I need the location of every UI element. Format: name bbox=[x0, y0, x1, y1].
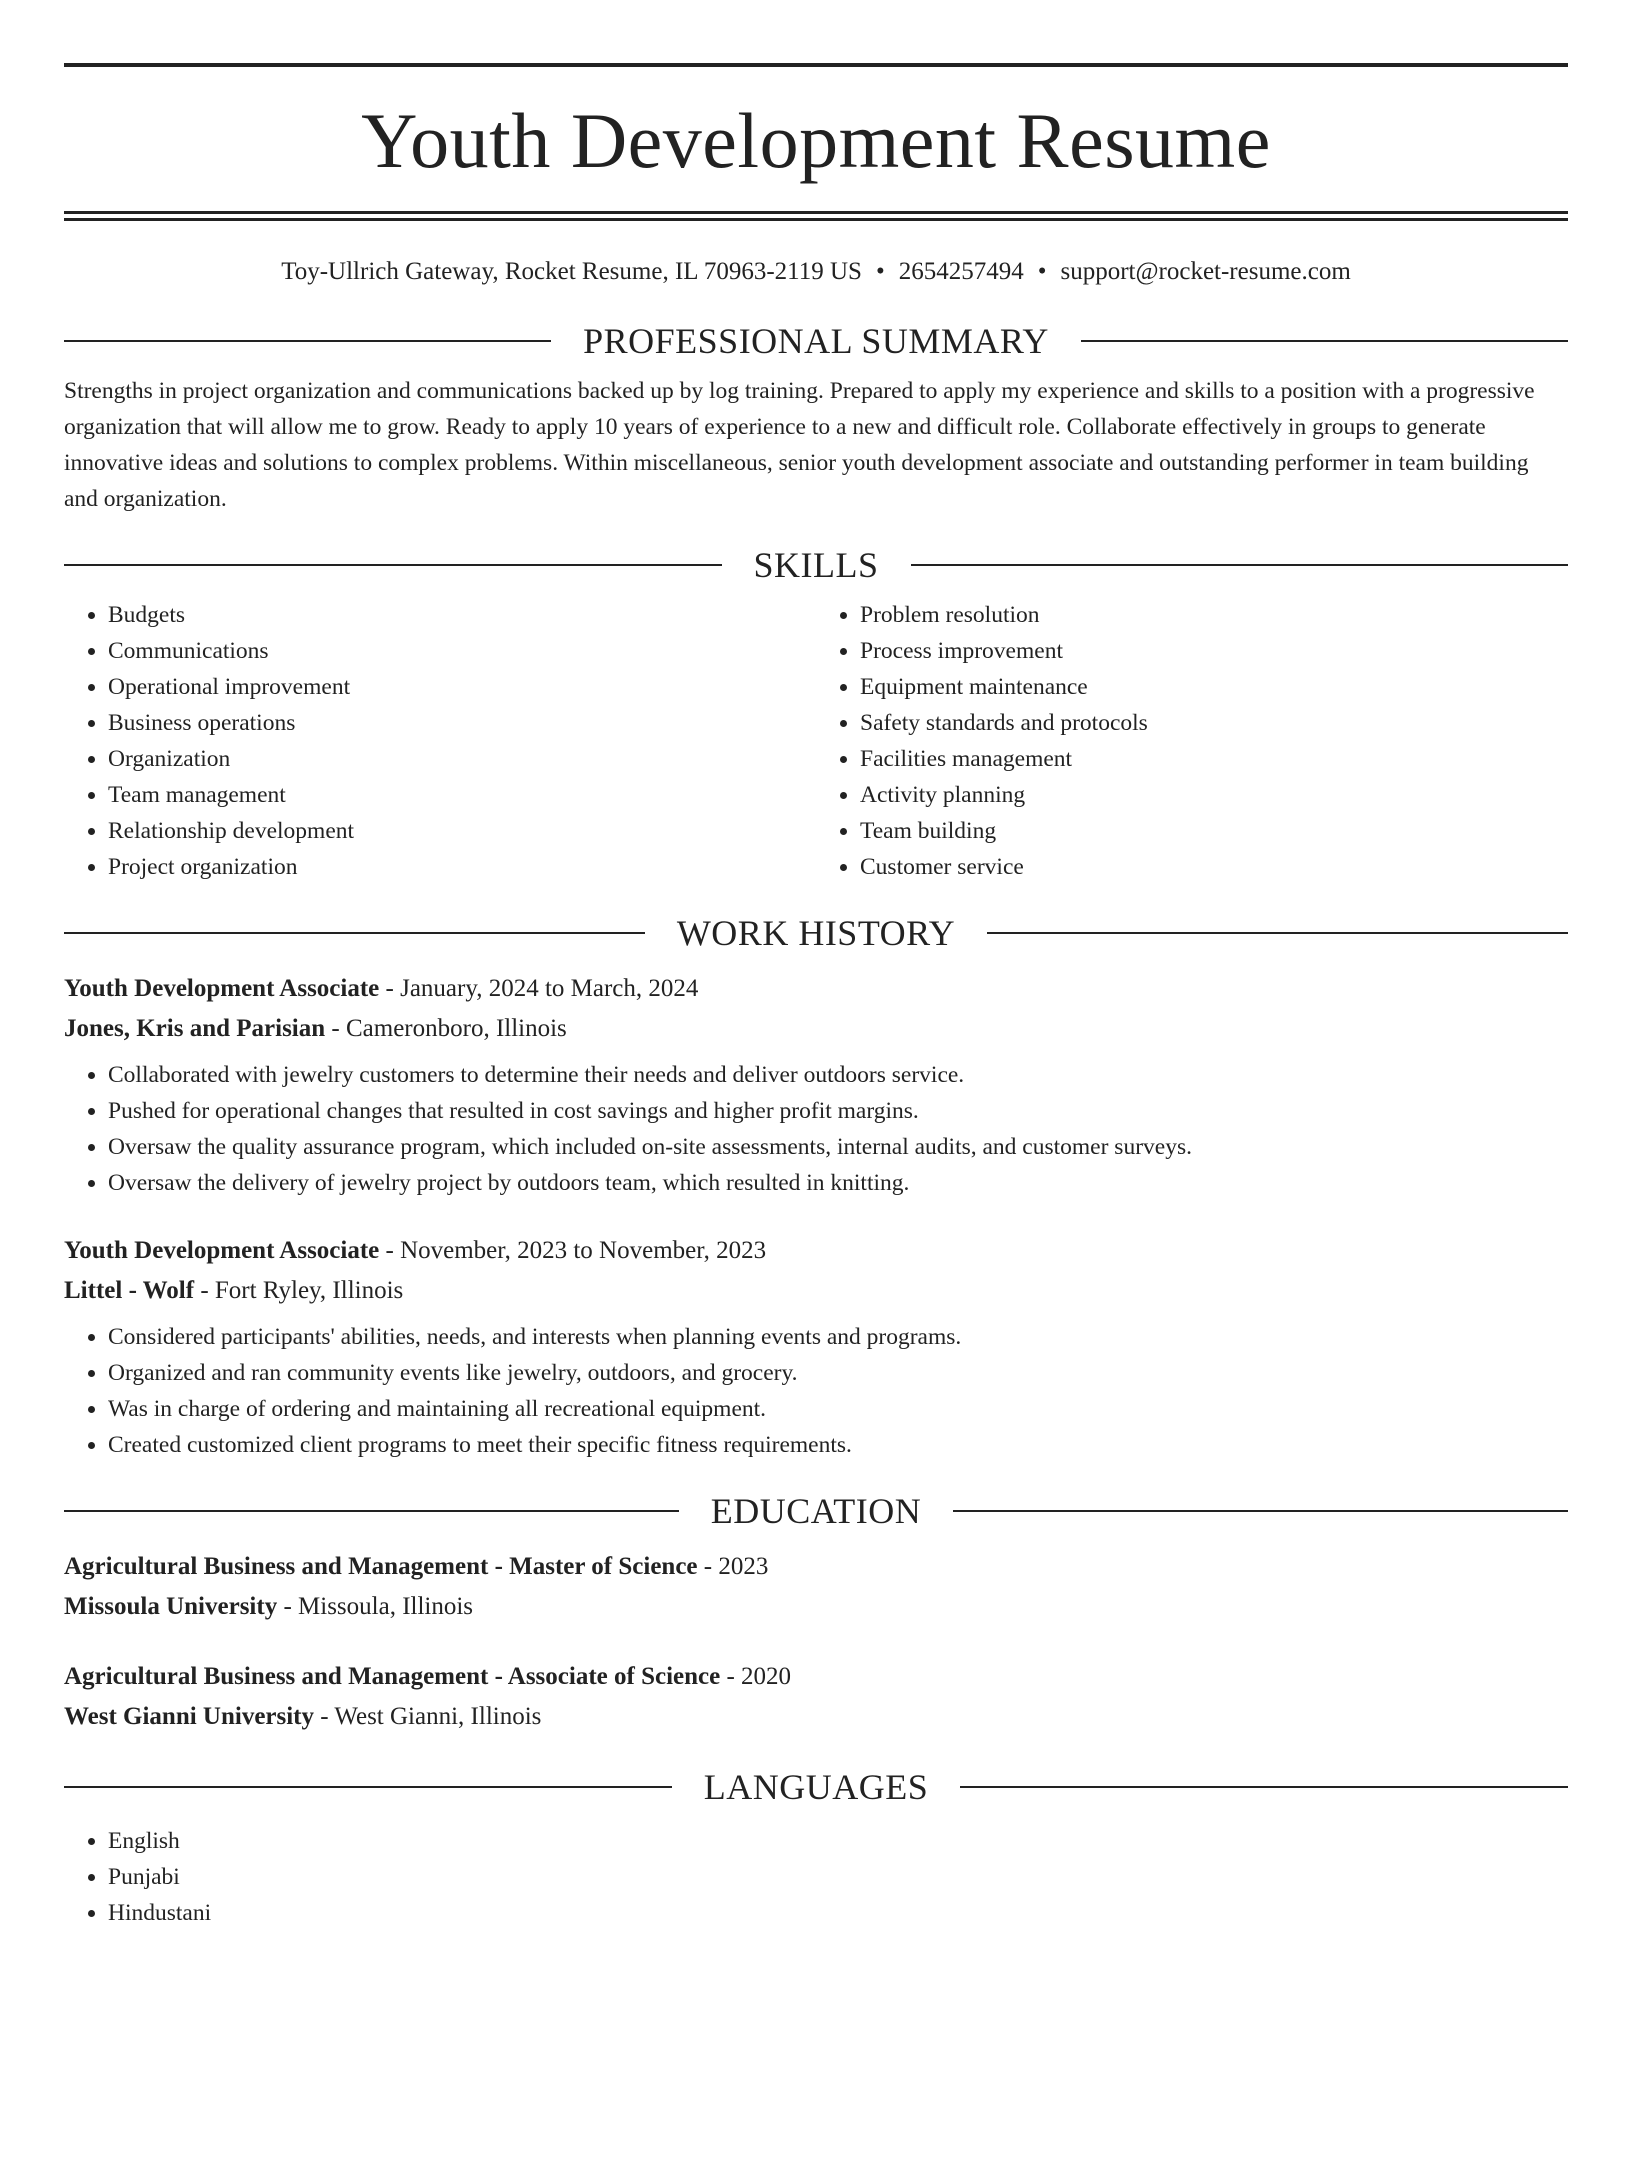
section-rule bbox=[64, 932, 645, 934]
skill-item: • Operational improvement bbox=[108, 669, 816, 705]
contact-phone: 2654257494 bbox=[898, 258, 1024, 285]
section-header-education bbox=[64, 1489, 1568, 1533]
contact-separator: • bbox=[875, 258, 885, 285]
skill-item: • Organization bbox=[108, 741, 816, 777]
section-rule bbox=[960, 1786, 1568, 1788]
section-title: PROFESSIONAL SUMMARY bbox=[583, 321, 1049, 361]
contact-line bbox=[64, 255, 1568, 289]
job-company-line bbox=[64, 1271, 1568, 1311]
skill-item: • Equipment maintenance bbox=[860, 669, 1568, 705]
section-rule bbox=[64, 1510, 679, 1512]
skill-item: • Safety standards and protocols bbox=[860, 705, 1568, 741]
section-title: EDUCATION bbox=[710, 1491, 922, 1531]
section-rule bbox=[987, 932, 1568, 934]
education-school-line bbox=[64, 1697, 1568, 1737]
contact-email: support@rocket-resume.com bbox=[1060, 258, 1351, 285]
skill-item: • Relationship development bbox=[108, 813, 816, 849]
section-rule bbox=[64, 340, 551, 342]
education-location: - West Gianni, Illinois bbox=[314, 1703, 542, 1730]
section-title: WORK HISTORY bbox=[676, 913, 956, 953]
job-title: Youth Development Associate bbox=[64, 1237, 380, 1264]
skill-item: • Project organization bbox=[108, 849, 816, 885]
languages-section bbox=[64, 1823, 1568, 1931]
resume-page bbox=[0, 63, 1632, 2175]
education-entry bbox=[64, 1657, 1568, 1737]
resume-title: Youth Development Resume bbox=[361, 97, 1271, 184]
skills-column-left bbox=[64, 597, 816, 885]
education-school: Missoula University bbox=[64, 1593, 278, 1620]
skill-item: • Facilities management bbox=[860, 741, 1568, 777]
job-title: Youth Development Associate bbox=[64, 975, 380, 1002]
job-entry bbox=[64, 1231, 1568, 1463]
education-degree-line bbox=[64, 1547, 1568, 1587]
job-company: Littel - Wolf bbox=[64, 1277, 195, 1304]
skill-item: • Budgets bbox=[108, 597, 816, 633]
skills-column-right bbox=[816, 597, 1568, 885]
job-location: - Fort Ryley, Illinois bbox=[194, 1277, 404, 1304]
title-double-rule bbox=[64, 211, 1568, 221]
top-rule bbox=[64, 63, 1568, 67]
education-location: - Missoula, Illinois bbox=[277, 1593, 474, 1620]
job-bullets bbox=[64, 1057, 1568, 1201]
job-dates: - January, 2024 to March, 2024 bbox=[379, 975, 699, 1002]
section-header-languages bbox=[64, 1765, 1568, 1809]
skill-item: • Process improvement bbox=[860, 633, 1568, 669]
job-bullet: • Considered participants' abilities, needs, and interests when planning events and programs. bbox=[108, 1319, 1568, 1355]
job-bullet: • Created customized client programs to meet their specific fitness requirements. bbox=[108, 1427, 1568, 1463]
education-year: - 2023 bbox=[697, 1553, 769, 1580]
language-item: • Punjabi bbox=[108, 1859, 1568, 1895]
work-history-list bbox=[64, 969, 1568, 1463]
summary-text: Strengths in project organization and communications backed up by log training. Prepared to apply my experience and skills to a position with a progressive organization that will allow me to grow. Ready to apply 10 years of experience to a new and difficult role. Collaborate effectively in groups to generate innovative ideas and solutions to complex problems. Within miscellaneous, senior youth development associate and outstanding performer in team building and organization. bbox=[64, 378, 1535, 512]
job-dates: - November, 2023 to November, 2023 bbox=[379, 1237, 767, 1264]
section-rule bbox=[64, 1786, 672, 1788]
education-entry bbox=[64, 1547, 1568, 1627]
job-bullet: • Was in charge of ordering and maintaining all recreational equipment. bbox=[108, 1391, 1568, 1427]
section-title: LANGUAGES bbox=[703, 1767, 929, 1807]
section-rule bbox=[64, 564, 722, 566]
education-degree: Agricultural Business and Management - Master of Science bbox=[64, 1553, 698, 1580]
job-company: Jones, Kris and Parisian bbox=[64, 1015, 326, 1042]
language-item: • Hindustani bbox=[108, 1895, 1568, 1931]
education-degree-line bbox=[64, 1657, 1568, 1697]
job-bullet: • Organized and ran community events like jewelry, outdoors, and grocery. bbox=[108, 1355, 1568, 1391]
skill-item: • Problem resolution bbox=[860, 597, 1568, 633]
section-header-skills bbox=[64, 543, 1568, 587]
contact-address: Toy-Ullrich Gateway, Rocket Resume, IL 70963-2119 US bbox=[281, 258, 862, 285]
job-location: - Cameronboro, Illinois bbox=[325, 1015, 567, 1042]
education-degree: Agricultural Business and Management - Associate of Science bbox=[64, 1663, 721, 1690]
skill-item: • Team management bbox=[108, 777, 816, 813]
job-bullet: • Pushed for operational changes that resulted in cost savings and higher profit margins. bbox=[108, 1093, 1568, 1129]
skill-item: • Customer service bbox=[860, 849, 1568, 885]
skill-item: • Business operations bbox=[108, 705, 816, 741]
languages-list bbox=[64, 1823, 1568, 1931]
contact-separator: • bbox=[1037, 258, 1047, 285]
section-rule bbox=[953, 1510, 1568, 1512]
job-company-line bbox=[64, 1009, 1568, 1049]
education-list bbox=[64, 1547, 1568, 1737]
section-title: SKILLS bbox=[753, 545, 879, 585]
education-school-line bbox=[64, 1587, 1568, 1627]
job-entry bbox=[64, 969, 1568, 1201]
job-bullets bbox=[64, 1319, 1568, 1463]
job-bullet: • Oversaw the quality assurance program, which included on-site assessments, internal audits, and customer surveys. bbox=[108, 1129, 1568, 1165]
skill-item: • Team building bbox=[860, 813, 1568, 849]
skill-item: • Activity planning bbox=[860, 777, 1568, 813]
section-header-work bbox=[64, 911, 1568, 955]
section-rule bbox=[1081, 340, 1568, 342]
job-bullet: • Collaborated with jewelry customers to determine their needs and deliver outdoors service. bbox=[108, 1057, 1568, 1093]
job-title-line bbox=[64, 969, 1568, 1009]
skill-item: • Communications bbox=[108, 633, 816, 669]
skills-list bbox=[64, 597, 1568, 885]
job-title-line bbox=[64, 1231, 1568, 1271]
education-year: - 2020 bbox=[720, 1663, 792, 1690]
language-item: • English bbox=[108, 1823, 1568, 1859]
section-rule bbox=[911, 564, 1569, 566]
section-header-summary bbox=[64, 319, 1568, 363]
education-school: West Gianni University bbox=[64, 1703, 315, 1730]
job-bullet: • Oversaw the delivery of jewelry project by outdoors team, which resulted in knitting. bbox=[108, 1165, 1568, 1201]
